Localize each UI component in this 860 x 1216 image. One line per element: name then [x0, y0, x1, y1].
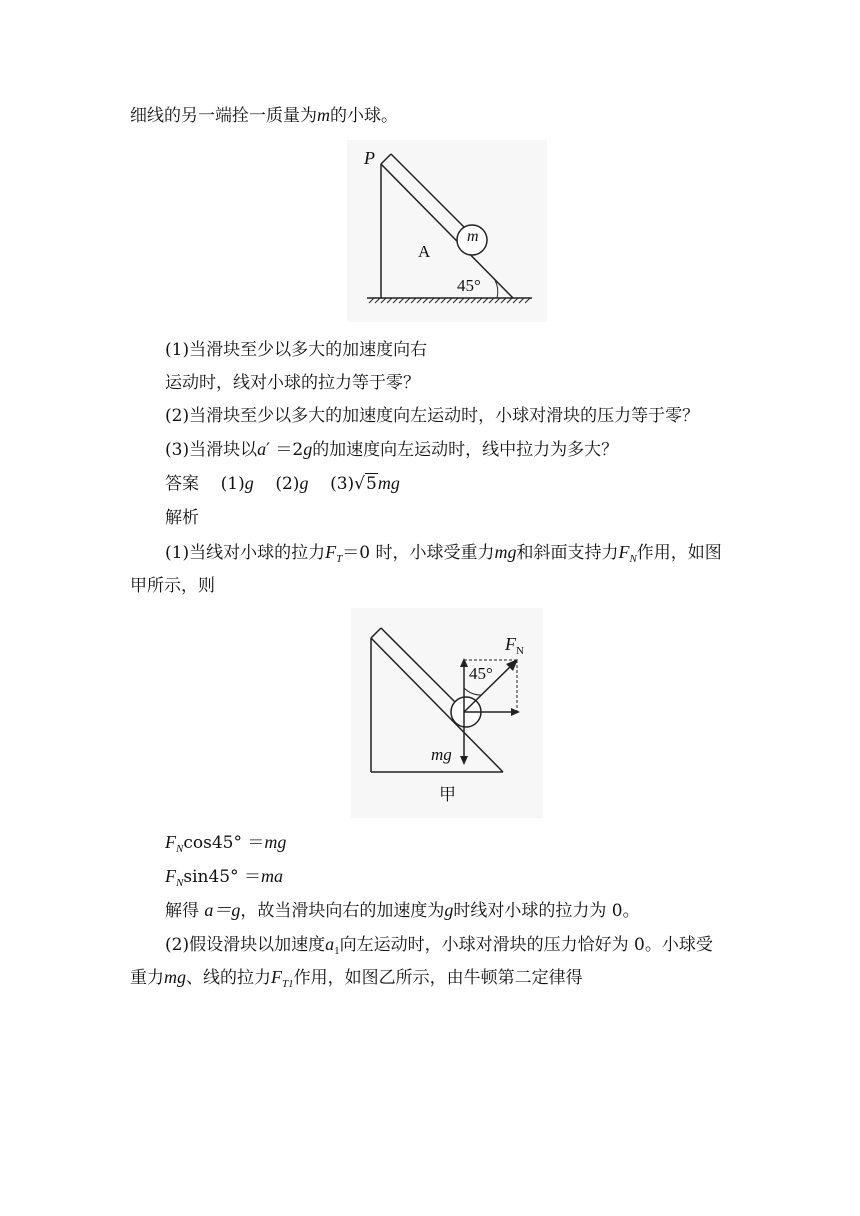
intro-line: [130, 104, 398, 127]
figure-caption: 甲: [439, 785, 456, 805]
label-m: m: [467, 228, 479, 245]
mass-var: m: [317, 105, 330, 125]
analysis-p1-line-2: 甲所示，则: [130, 576, 215, 596]
question-1-line-2: 运动时，线对小球的拉力等于零？: [165, 373, 420, 393]
label-a: A: [418, 242, 431, 261]
label-angle-45: 45°: [457, 276, 481, 295]
label-angle-45-fig2: 45°: [469, 664, 493, 683]
question-2: (2)当滑块至少以多大的加速度向左运动时，小球对滑块的压力等于零？: [165, 406, 700, 426]
label-fn: $F_N$: [505, 634, 524, 657]
intro-text-end: 的小球。: [330, 106, 398, 126]
label-mg: mg: [431, 745, 452, 764]
label-p: P: [364, 148, 375, 168]
analysis-label: 解析: [165, 508, 199, 528]
answer-label: 答案: [165, 474, 199, 494]
equation-1: $F_N\cos 45^\circ =mg$: [165, 832, 287, 855]
figure-force-diagram: [351, 608, 543, 818]
part2-line-2: 重力mg、线的拉力$F_{T1}$作用，如图乙所示，由牛顿第二定律得: [130, 967, 583, 990]
intro-text: 细线的另一端拴一质量为: [130, 106, 317, 126]
answer-line: 答案 (1)g (2)g (3)√5mg: [165, 473, 400, 494]
analysis-p1-line-1: (1)当线对小球的拉力$F_T=0$ 时，小球受重力mg和斜面支持力$F_N$作用，如图: [165, 542, 722, 565]
equation-2: $F_N\sin 45^\circ =ma$: [165, 866, 283, 889]
question-3: (3)当滑块以a′ ＝2g的加速度向左运动时，线中拉力为多大？: [165, 439, 619, 460]
part2-line-1: (2)假设滑块以加速度$a_1$向左运动时，小球对滑块的压力恰好为 0。小球受: [165, 934, 713, 957]
figure-incline-ball: [347, 140, 547, 322]
result-line: 解得 a＝g，故当滑块向右的加速度为g时线对小球的拉力为 0。: [165, 900, 640, 921]
sqrt-symbol: √5: [354, 474, 377, 494]
question-1-line-1: (1)当滑块至少以多大的加速度向右: [165, 340, 428, 360]
